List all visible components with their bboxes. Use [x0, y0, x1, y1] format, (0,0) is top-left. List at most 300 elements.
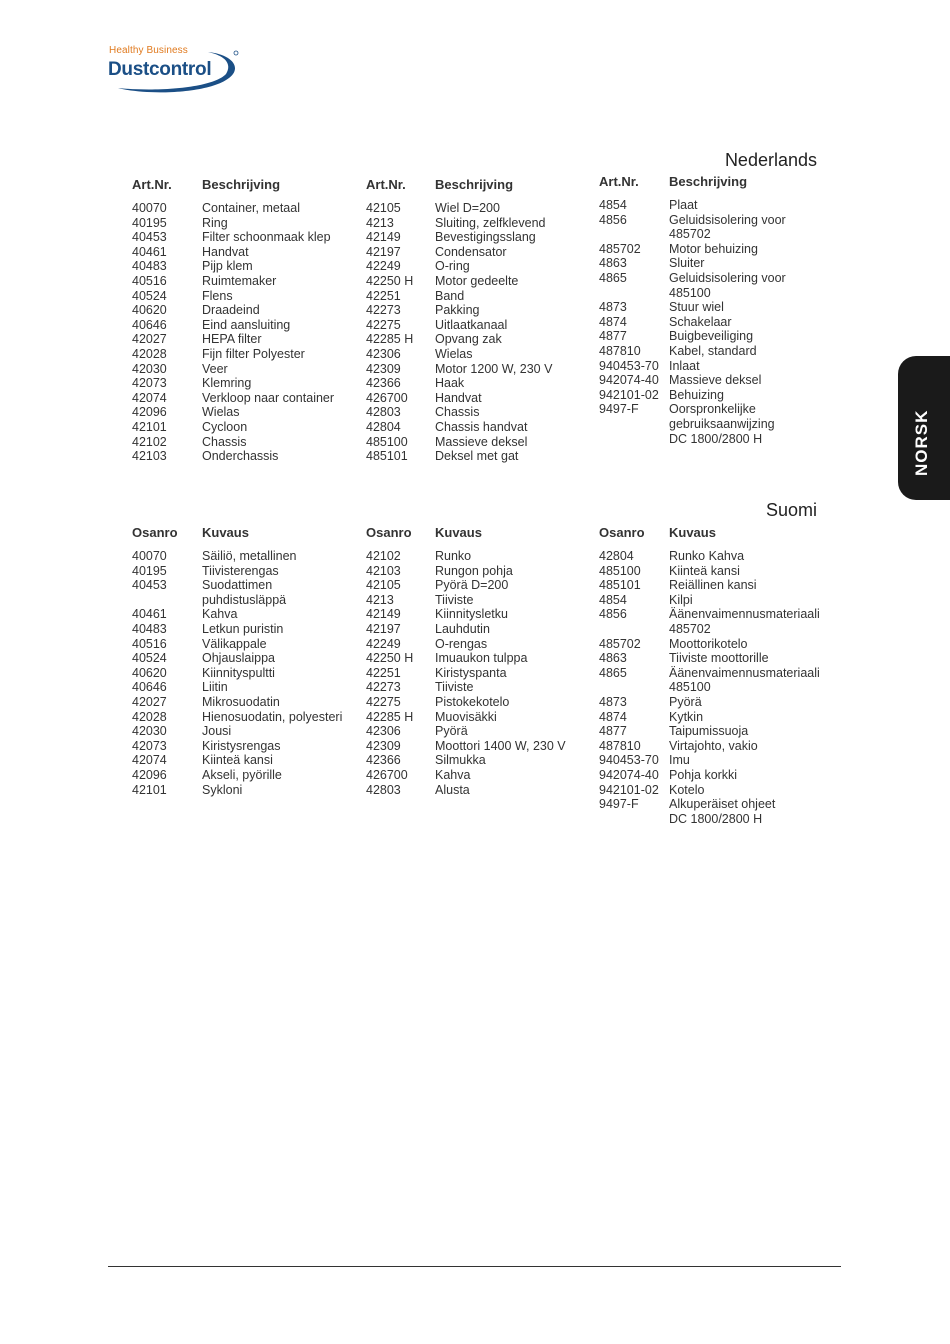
part-description: Chassis: [202, 434, 247, 449]
part-number: 42028: [132, 709, 167, 724]
table-row: [599, 578, 839, 593]
part-number: 942101-02: [599, 782, 659, 797]
table-row: [366, 680, 594, 695]
part-description: Imu: [669, 753, 690, 768]
table-row: [599, 388, 839, 403]
part-number: 40195: [132, 215, 167, 230]
part-description: Kiinnitysletku: [435, 607, 508, 622]
brand-name: Dustcontrol: [108, 59, 212, 80]
part-description: Handvat: [202, 244, 249, 259]
part-description: O-ring: [435, 259, 470, 274]
table-row: [366, 230, 594, 245]
description-header: Beschrijving: [435, 177, 514, 192]
parts-column: [366, 525, 594, 797]
table-row: [132, 607, 360, 622]
table-row: [599, 256, 839, 271]
table-row: [132, 622, 360, 637]
table-row: [599, 242, 839, 257]
part-number: 42030: [132, 361, 167, 376]
table-row: [132, 274, 360, 289]
table-row: [132, 768, 360, 783]
part-description: DC 1800/2800 H: [669, 811, 763, 826]
part-number-header: Art.Nr.: [599, 174, 639, 189]
table-row: [599, 198, 839, 213]
part-number: 42273: [366, 680, 401, 695]
table-row: [366, 783, 594, 798]
section-title: Nederlands: [724, 150, 817, 170]
part-number: 942074-40: [599, 373, 659, 388]
footer-divider: [108, 1266, 841, 1267]
part-number: 4863: [599, 256, 627, 271]
part-number: 40070: [132, 201, 167, 215]
part-description: Inlaat: [669, 358, 700, 373]
part-number: 42249: [366, 259, 401, 274]
part-number: 40483: [132, 621, 167, 636]
part-number: 42804: [366, 419, 401, 434]
part-description: Verkloop naar container: [202, 390, 335, 405]
part-number: 42197: [366, 621, 401, 636]
part-description: Äänenvaimennusmateriaali: [669, 665, 820, 680]
part-number: 40620: [132, 303, 167, 318]
part-description: Pijp klem: [202, 259, 253, 274]
table-row: [599, 666, 839, 695]
table-row: [366, 435, 594, 450]
part-description: Äänenvaimennusmateriaali: [669, 607, 820, 622]
part-description: Runko: [435, 549, 472, 563]
table-row: [132, 724, 360, 739]
part-description: Plaat: [669, 198, 698, 212]
table-row: [599, 359, 839, 374]
table-row: [599, 710, 839, 725]
part-description: Pyörä: [435, 724, 468, 739]
table-row: [599, 402, 839, 446]
table-row: [366, 201, 594, 216]
part-number: 4873: [599, 694, 627, 709]
part-description: Behuizing: [669, 387, 724, 402]
part-description: Motor gedeelte: [435, 273, 519, 288]
table-row: [366, 303, 594, 318]
part-number: 42804: [599, 549, 634, 563]
part-description: Silmukka: [435, 753, 486, 768]
part-number: 40524: [132, 288, 167, 303]
part-number: 40461: [132, 244, 167, 259]
part-description: Mikrosuodatin: [202, 694, 280, 709]
part-description: Pakking: [435, 303, 480, 318]
table-row: [366, 376, 594, 391]
description-header: Kuvaus: [202, 525, 249, 540]
part-description: Band: [435, 288, 465, 303]
part-description: 485702: [669, 621, 711, 636]
part-description: Opvang zak: [435, 332, 502, 347]
part-description: Sluiter: [669, 256, 705, 271]
table-row: [366, 216, 594, 231]
part-number: 4874: [599, 709, 627, 724]
part-number: 42027: [132, 694, 167, 709]
part-description: Klemring: [202, 376, 252, 391]
part-description: Chassis: [435, 405, 480, 420]
part-description: Pyörä D=200: [435, 578, 509, 593]
part-description: Buigbeveiliging: [669, 329, 754, 344]
part-number: 42030: [132, 724, 167, 739]
part-description: Handvat: [435, 390, 482, 405]
table-row: [132, 651, 360, 666]
language-side-tab: [898, 356, 950, 500]
parts-column: [599, 525, 839, 826]
part-number: 485101: [599, 578, 641, 593]
part-description: Säiliö, metallinen: [202, 549, 297, 563]
part-number: 426700: [366, 390, 408, 405]
table-row: [599, 637, 839, 652]
part-number: 42197: [366, 244, 401, 259]
part-number: 940453-70: [599, 358, 659, 373]
part-number: 42027: [132, 332, 167, 347]
table-row: [132, 318, 360, 333]
part-number: 42074: [132, 753, 167, 768]
part-number: 42275: [366, 694, 401, 709]
part-description: Geluidsisolering voor: [669, 212, 786, 227]
table-row: [366, 637, 594, 652]
table-row: [366, 332, 594, 347]
part-description: Kabel, standard: [669, 343, 757, 358]
table-row: [599, 300, 839, 315]
table-row: [366, 391, 594, 406]
part-description: 485100: [669, 680, 711, 695]
table-row: [132, 289, 360, 304]
part-description: Kiinteä kansi: [202, 753, 273, 768]
part-description: Ohjauslaippa: [202, 651, 275, 666]
part-description: Imuaukon tulppa: [435, 651, 528, 666]
part-description: Bevestigingsslang: [435, 230, 536, 245]
part-number: 942101-02: [599, 387, 659, 402]
part-number: 42149: [366, 607, 401, 622]
part-number: 42803: [366, 405, 401, 420]
table-row: [132, 666, 360, 681]
part-description: Lauhdutin: [435, 621, 490, 636]
part-number: 42273: [366, 303, 401, 318]
parts-column: [366, 177, 594, 464]
part-description: Motor 1200 W, 230 V: [435, 361, 553, 376]
part-number: 40461: [132, 607, 167, 622]
table-row: [132, 332, 360, 347]
table-row: [132, 783, 360, 798]
table-row: [132, 216, 360, 231]
part-description: Moottorikotelo: [669, 636, 748, 651]
part-number: 42074: [132, 390, 167, 405]
part-number: 40516: [132, 273, 167, 288]
part-description: Stuur wiel: [669, 300, 724, 315]
part-description: puhdistusläppä: [202, 592, 287, 607]
part-number: 42309: [366, 738, 401, 753]
part-description: Oorspronkelijke: [669, 402, 756, 417]
part-number: 485100: [366, 434, 408, 449]
part-description: Geluidsisolering voor: [669, 270, 786, 285]
table-row: [366, 259, 594, 274]
part-number: 4854: [599, 198, 627, 212]
part-number: 42103: [366, 563, 401, 578]
table-row: [366, 549, 594, 564]
part-description: Filter schoonmaak klep: [202, 230, 331, 245]
part-description: Alusta: [435, 782, 470, 797]
table-row: [366, 739, 594, 754]
part-number: 42073: [132, 738, 167, 753]
column-header: [132, 525, 360, 549]
table-row: [366, 768, 594, 783]
part-description: Wielas: [435, 346, 473, 361]
part-description: Veer: [202, 361, 228, 376]
table-row: [366, 318, 594, 333]
part-number: 485101: [366, 449, 408, 464]
table-row: [366, 362, 594, 377]
part-description: 485702: [669, 227, 711, 242]
part-number: 42105: [366, 201, 401, 215]
table-row: [599, 724, 839, 739]
part-description: Ring: [202, 215, 228, 230]
part-number: 42275: [366, 317, 401, 332]
part-number: 4856: [599, 607, 627, 622]
part-number: 485702: [599, 241, 641, 256]
part-description: Massieve deksel: [669, 373, 762, 388]
part-number: 4854: [599, 592, 627, 607]
table-row: [366, 564, 594, 579]
section-title: Suomi: [765, 500, 817, 520]
part-description: Pyörä: [669, 694, 702, 709]
table-row: [132, 549, 360, 564]
table-row: [366, 405, 594, 420]
part-number: 9497-F: [599, 797, 639, 812]
part-number: 42101: [132, 419, 167, 434]
part-number: 42249: [366, 636, 401, 651]
part-number: 485702: [599, 636, 641, 651]
table-row: [132, 637, 360, 652]
part-number-header: Osanro: [132, 525, 178, 540]
part-number: 42250 H: [366, 651, 414, 666]
part-number: 42803: [366, 782, 401, 797]
table-row: [599, 783, 839, 798]
part-description: Kiinteä kansi: [669, 563, 740, 578]
table-row: [599, 373, 839, 388]
table-row: [366, 578, 594, 593]
column-header: [599, 174, 839, 198]
part-number: 42251: [366, 665, 401, 680]
part-number: 40483: [132, 259, 167, 274]
part-number-header: Art.Nr.: [366, 177, 406, 192]
table-row: [132, 230, 360, 245]
part-number: 4874: [599, 314, 627, 329]
table-row: [366, 245, 594, 260]
description-header: Beschrijving: [669, 174, 748, 189]
part-description: Kiristysrengas: [202, 738, 281, 753]
parts-column: [132, 177, 360, 464]
table-row: [366, 753, 594, 768]
table-row: [132, 405, 360, 420]
table-row: [132, 578, 360, 607]
part-number: 42096: [132, 767, 167, 782]
part-number: 40620: [132, 665, 167, 680]
part-description: Alkuperäiset ohjeet: [669, 797, 776, 812]
part-number: 40070: [132, 549, 167, 563]
dustcontrol-logo: [108, 44, 243, 96]
table-row: [132, 435, 360, 450]
part-number: 42073: [132, 376, 167, 391]
table-row: [132, 245, 360, 260]
table-row: [599, 271, 839, 300]
part-description: Akseli, pyörille: [202, 767, 282, 782]
table-row: [132, 710, 360, 725]
table-row: [599, 695, 839, 710]
part-number-header: Art.Nr.: [132, 177, 172, 192]
part-description: Tiivisterengas: [202, 563, 279, 578]
part-number: 42366: [366, 753, 401, 768]
table-row: [132, 739, 360, 754]
part-number: 42102: [366, 549, 401, 563]
table-row: [132, 680, 360, 695]
table-row: [132, 347, 360, 362]
part-number: 426700: [366, 767, 408, 782]
table-row: [132, 362, 360, 377]
part-number: 4877: [599, 329, 627, 344]
table-row: [132, 303, 360, 318]
part-number: 487810: [599, 343, 641, 358]
part-description: Muovisäkki: [435, 709, 497, 724]
table-row: [599, 549, 839, 564]
part-description: Motor behuizing: [669, 241, 758, 256]
part-description: Uitlaatkanaal: [435, 317, 508, 332]
part-number: 40516: [132, 636, 167, 651]
table-row: [599, 739, 839, 754]
table-row: [599, 329, 839, 344]
part-description: gebruiksaanwijzing: [669, 416, 775, 431]
part-number: 4856: [599, 212, 627, 227]
part-description: Wielas: [202, 405, 240, 420]
part-number: 942074-40: [599, 767, 659, 782]
part-number: 42102: [132, 434, 167, 449]
part-number: 42309: [366, 361, 401, 376]
part-description: Letkun puristin: [202, 621, 284, 636]
part-description: O-rengas: [435, 636, 488, 651]
part-number: 42149: [366, 230, 401, 245]
part-description: Jousi: [202, 724, 232, 739]
table-row: [366, 724, 594, 739]
part-description: Pistokekotelo: [435, 694, 510, 709]
part-description: DC 1800/2800 H: [669, 431, 763, 446]
part-number: 4213: [366, 215, 394, 230]
part-description: Deksel met gat: [435, 449, 519, 464]
description-header: Beschrijving: [202, 177, 281, 192]
part-number: 487810: [599, 738, 641, 753]
table-row: [599, 564, 839, 579]
part-number-header: Osanro: [366, 525, 412, 540]
part-description: Kahva: [202, 607, 238, 622]
part-description: Sykloni: [202, 782, 243, 797]
part-description: Kiristyspanta: [435, 665, 507, 680]
part-description: Kilpi: [669, 592, 693, 607]
column-header: [599, 525, 839, 549]
part-description: Flens: [202, 288, 233, 303]
table-row: [132, 753, 360, 768]
part-description: Taipumissuoja: [669, 724, 749, 739]
part-description: Haak: [435, 376, 465, 391]
table-row: [366, 449, 594, 464]
part-description: 485100: [669, 285, 711, 300]
part-description: Ruimtemaker: [202, 273, 277, 288]
part-number: 40453: [132, 578, 167, 593]
part-number: 42096: [132, 405, 167, 420]
part-description: Hienosuodatin, polyesteri: [202, 709, 343, 724]
part-description: Suodattimen: [202, 578, 273, 593]
table-row: [366, 347, 594, 362]
part-number: 42028: [132, 346, 167, 361]
side-tab-label: NORSK: [912, 409, 931, 476]
part-description: Kiinnityspultti: [202, 665, 275, 680]
part-description: Tiiviste: [435, 680, 474, 695]
table-row: [366, 651, 594, 666]
table-row: [599, 344, 839, 359]
part-number: 42251: [366, 288, 401, 303]
parts-column: [599, 174, 839, 446]
part-description: Eind aansluiting: [202, 317, 291, 332]
table-row: [599, 768, 839, 783]
table-row: [366, 607, 594, 622]
part-description: Rungon pohja: [435, 563, 513, 578]
table-row: [132, 564, 360, 579]
part-number: 42366: [366, 376, 401, 391]
table-row: [599, 315, 839, 330]
table-row: [366, 289, 594, 304]
table-row: [599, 607, 839, 636]
part-number: 42285 H: [366, 709, 414, 724]
part-description: Runko Kahva: [669, 549, 745, 563]
table-row: [599, 753, 839, 768]
table-row: [366, 420, 594, 435]
part-number: 42103: [132, 449, 167, 464]
table-row: [132, 376, 360, 391]
part-number: 4873: [599, 300, 627, 315]
part-description: Onderchassis: [202, 449, 279, 464]
table-row: [366, 622, 594, 637]
part-number: 4877: [599, 724, 627, 739]
part-description: HEPA filter: [202, 332, 262, 347]
part-description: Pohja korkki: [669, 767, 738, 782]
table-row: [366, 274, 594, 289]
part-number: 42250 H: [366, 273, 414, 288]
table-row: [366, 710, 594, 725]
part-description: Kahva: [435, 767, 471, 782]
part-description: Reiällinen kansi: [669, 578, 757, 593]
column-header: [366, 525, 594, 549]
part-description: Välikappale: [202, 636, 267, 651]
table-row: [366, 695, 594, 710]
parts-column: [132, 525, 360, 797]
part-number: 42101: [132, 782, 167, 797]
part-number: 9497-F: [599, 402, 639, 417]
part-description: Kotelo: [669, 782, 705, 797]
table-row: [599, 797, 839, 826]
table-row: [132, 695, 360, 710]
part-number: 940453-70: [599, 753, 659, 768]
part-number: 40195: [132, 563, 167, 578]
part-number-header: Osanro: [599, 525, 645, 540]
table-row: [599, 651, 839, 666]
description-header: Kuvaus: [669, 525, 716, 540]
part-number: 485100: [599, 563, 641, 578]
table-row: [132, 259, 360, 274]
part-number: 40524: [132, 651, 167, 666]
part-description: Fijn filter Polyester: [202, 346, 305, 361]
part-description: Massieve deksel: [435, 434, 528, 449]
part-description: Condensator: [435, 244, 507, 259]
table-row: [599, 593, 839, 608]
column-header: [132, 177, 360, 201]
